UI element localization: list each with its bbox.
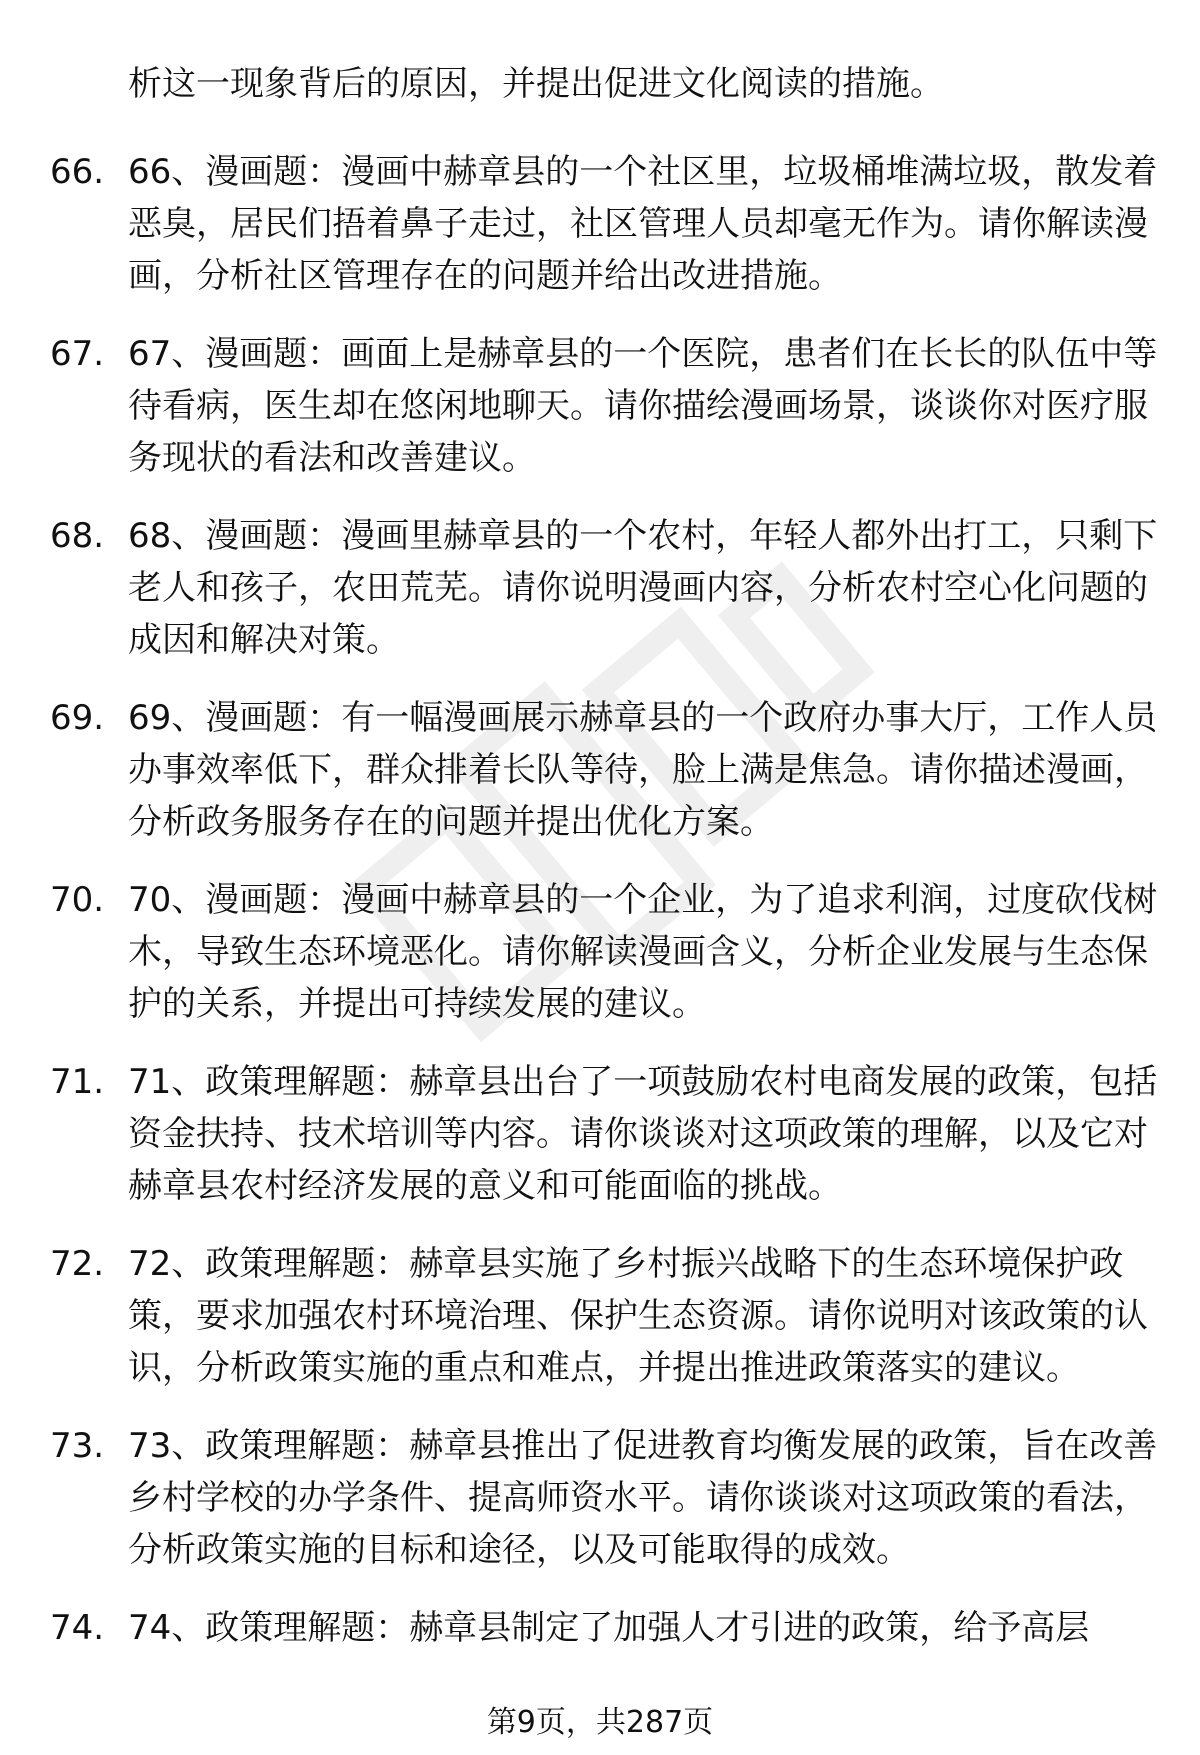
question-number: 70. [50, 880, 105, 920]
question-number: 74. [50, 1608, 105, 1648]
question-number: 67. [50, 334, 105, 374]
question-item [0, 874, 1200, 1030]
continuation-text: 析这一现象背后的原因，并提出促进文化阅读的措施。 [128, 64, 944, 104]
question-item [0, 146, 1200, 302]
question-text: 70、漫画题：漫画中赫章县的一个企业，为了追求利润，过度砍伐树木，导致生态环境恶化。请你解读漫画含义，分析企业发展与生态保护的关系，并提出可持续发展的建议。 [128, 880, 1158, 1024]
question-number: 72. [50, 1244, 105, 1284]
question-text: 73、政策理解题：赫章县推出了促进教育均衡发展的政策，旨在改善乡村学校的办学条件、提高师资水平。请你谈谈对这项政策的看法，分析政策实施的目标和途径，以及可能取得的成效。 [128, 1426, 1158, 1570]
question-item [0, 1238, 1200, 1394]
question-text: 67、漫画题：画面上是赫章县的一个医院，患者们在长长的队伍中等待看病，医生却在悠闲地聊天。请你描绘漫画场景，谈谈你对医疗服务现状的看法和改善建议。 [128, 334, 1158, 478]
question-item [0, 328, 1200, 484]
question-item [0, 1056, 1200, 1212]
question-text: 66、漫画题：漫画中赫章县的一个社区里，垃圾桶堆满垃圾，散发着恶臭，居民们捂着鼻子走过，社区管理人员却毫无作为。请你解读漫画，分析社区管理存在的问题并给出改进措施。 [128, 152, 1158, 296]
question-text: 72、政策理解题：赫章县实施了乡村振兴战略下的生态环境保护政策，要求加强农村环境治理、保护生态资源。请你说明对该政策的认识，分析政策实施的重点和难点，并提出推进政策落实的建议。 [128, 1244, 1148, 1388]
question-item [0, 1420, 1200, 1576]
question-number: 73. [50, 1426, 105, 1466]
question-item [0, 692, 1200, 848]
question-list [0, 146, 1200, 1680]
question-item [0, 1602, 1200, 1654]
question-number: 68. [50, 516, 105, 556]
question-text: 71、政策理解题：赫章县出台了一项鼓励农村电商发展的政策，包括资金扶持、技术培训等内容。请你谈谈对这项政策的理解，以及它对赫章县农村经济发展的意义和可能面临的挑战。 [128, 1062, 1158, 1206]
question-text: 74、政策理解题：赫章县制定了加强人才引进的政策，给予高层 [128, 1608, 1090, 1648]
question-number: 69. [50, 698, 105, 738]
question-text: 69、漫画题：有一幅漫画展示赫章县的一个政府办事大厅，工作人员办事效率低下，群众排着长队等待，脸上满是焦急。请你描述漫画，分析政务服务存在的问题并提出优化方案。 [128, 698, 1158, 842]
question-text: 68、漫画题：漫画里赫章县的一个农村，年轻人都外出打工，只剩下老人和孩子，农田荒芜。请你说明漫画内容，分析农村空心化问题的成因和解决对策。 [128, 516, 1158, 660]
page-number: 第9页，共287页 [486, 1705, 714, 1740]
question-number: 71. [50, 1062, 105, 1102]
question-item [0, 510, 1200, 666]
question-number: 66. [50, 152, 105, 192]
